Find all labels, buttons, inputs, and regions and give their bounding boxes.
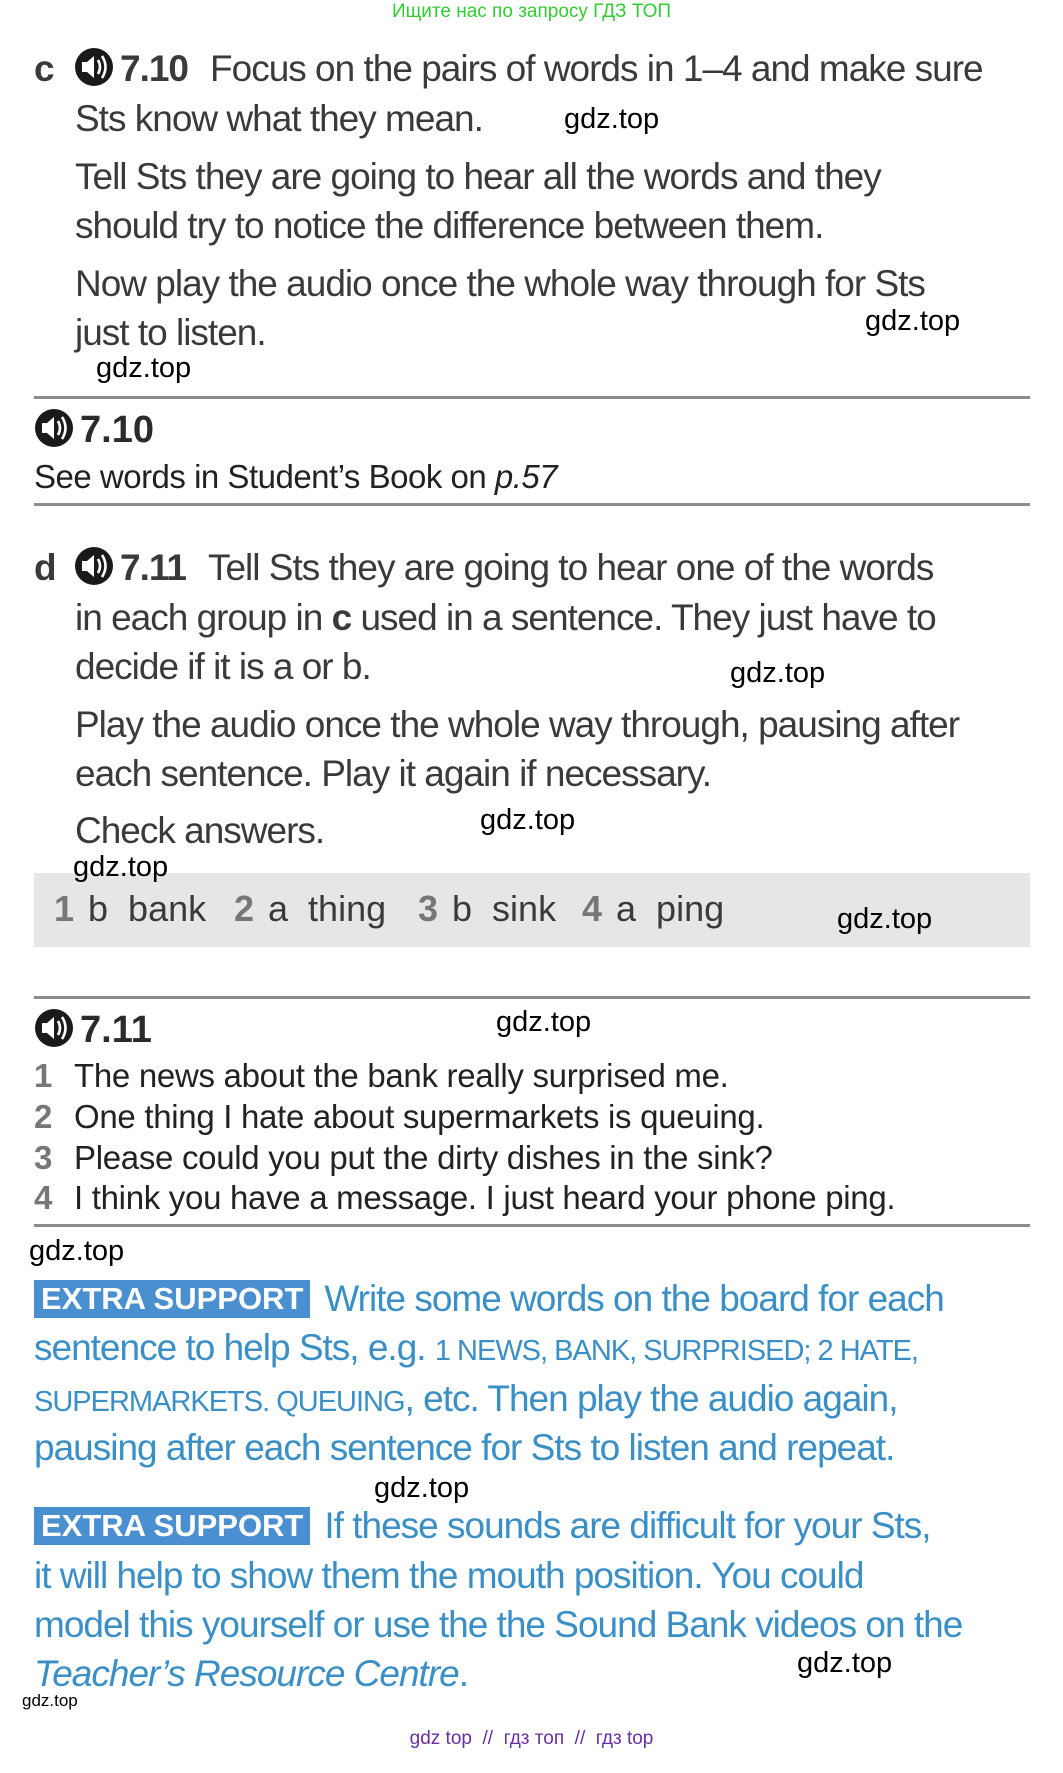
small-caps-text: SUPERMARKETS. QUEUING [34, 1386, 405, 1418]
section-c-line-6: just to listen. [75, 312, 266, 353]
sentence-number: 2 [34, 1098, 53, 1135]
sentence-number: 3 [34, 1139, 53, 1176]
script-sentence [34, 1136, 773, 1180]
answer-number: 1 [54, 888, 75, 929]
answer-text: a thing [268, 888, 387, 929]
sentence-text: The news about the bank really surprised me. [74, 1057, 729, 1094]
answer-text: a ping [616, 888, 725, 929]
extra-support-2-line-1 [34, 1504, 931, 1548]
text: in each group in [75, 597, 332, 638]
text: sentence to help Sts, e.g. [34, 1327, 435, 1368]
audio-7-11-heading [34, 1008, 152, 1052]
watermark: gdz.top [22, 1691, 78, 1710]
section-c-line-3: Tell Sts they are going to hear all the words and they [75, 156, 881, 197]
extra-support-badge: EXTRA SUPPORT [34, 1507, 310, 1545]
extra-support-2-line-3: model this yourself or use the the Sound Bank videos on the [34, 1604, 963, 1645]
sentence-text: Please could you put the dirty dishes in the sink? [74, 1139, 773, 1176]
footer-links[interactable]: gdz top // гдз топ // гдз top [409, 1728, 654, 1749]
audio-speaker-icon[interactable] [34, 1008, 74, 1048]
extra-support-badge: EXTRA SUPPORT [34, 1280, 310, 1318]
section-d-line-6: Check answers. [75, 810, 325, 851]
watermark: gdz.top [496, 1006, 592, 1038]
section-letter: c [34, 48, 54, 89]
extra-support-1-line-2 [34, 1326, 918, 1373]
text: See words in Student’s Book on [34, 458, 495, 495]
audio-speaker-icon[interactable] [74, 47, 114, 87]
watermark: gdz.top [564, 103, 660, 135]
audio-7-10-heading [34, 408, 154, 452]
audio-7-10-text [34, 455, 557, 499]
script-sentence [34, 1095, 764, 1139]
answer-item [234, 887, 386, 931]
answer-text: b sink [452, 888, 557, 929]
text: . [458, 1653, 469, 1694]
section-d-line-5: each sentence. Play it again if necessary. [75, 753, 712, 794]
answer-text: b bank [88, 888, 207, 929]
answer-number: 3 [418, 888, 439, 929]
text: Write some words on the board for each [324, 1278, 944, 1319]
track-number: 7.11 [80, 1009, 152, 1051]
text: , etc. Then play the audio again, [404, 1378, 898, 1419]
small-caps-text: 1 NEWS, BANK, SURPRISED; 2 HATE, [434, 1335, 918, 1367]
section-c-line-5: Now play the audio once the whole way through for Sts [75, 263, 925, 304]
section-letter: d [34, 547, 56, 588]
track-number: 7.10 [120, 48, 189, 89]
bold-ref: c [331, 597, 352, 638]
section-d-line-2 [75, 596, 936, 640]
search-banner[interactable]: Ищите нас по запросу ГДЗ ТОП [391, 1, 672, 22]
watermark: gdz.top [480, 804, 576, 836]
watermark: gdz.top [865, 305, 961, 337]
divider [34, 996, 1030, 999]
script-sentence [34, 1176, 895, 1220]
section-c-line-2: Sts know what they mean. [75, 98, 483, 139]
answer-item [418, 887, 556, 931]
answer-number: 4 [582, 888, 603, 929]
section-d-line-3: decide if it is a or b. [75, 646, 371, 687]
resource-centre-title: Teacher’s Resource Centre [34, 1653, 459, 1694]
text: Focus on the pairs of words in 1–4 and make sure [210, 48, 983, 89]
answer-item [54, 887, 206, 931]
extra-support-2-line-2: it will help to show them the mouth position. You could [34, 1555, 864, 1596]
section-c-line-4: should try to notice the difference between them. [75, 205, 824, 246]
watermark: gdz.top [730, 657, 826, 689]
divider [34, 396, 1030, 399]
track-number: 7.11 [120, 547, 186, 588]
watermark: gdz.top [837, 903, 933, 935]
track-number: 7.10 [80, 409, 154, 451]
answer-number: 2 [234, 888, 255, 929]
watermark: gdz.top [374, 1472, 470, 1504]
script-sentence [34, 1054, 729, 1098]
audio-speaker-icon[interactable] [74, 546, 114, 586]
text: If these sounds are difficult for your Sts, [324, 1505, 931, 1546]
watermark: gdz.top [96, 352, 192, 384]
divider [34, 1224, 1030, 1227]
extra-support-1-line-3 [34, 1377, 897, 1424]
text: used in a sentence. They just have to [351, 597, 936, 638]
sentence-number: 1 [34, 1057, 53, 1094]
extra-support-1-line-4: pausing after each sentence for Sts to listen and repeat. [34, 1427, 895, 1468]
watermark: gdz.top [73, 851, 169, 883]
page-reference: p.57 [494, 458, 558, 495]
answer-item [582, 887, 724, 931]
sentence-text: I think you have a message. I just heard your phone ping. [74, 1179, 896, 1216]
watermark: gdz.top [797, 1647, 893, 1679]
divider [34, 503, 1030, 506]
section-d-line-1 [34, 546, 933, 590]
sentence-text: One thing I hate about supermarkets is queuing. [74, 1098, 765, 1135]
watermark: gdz.top [29, 1235, 125, 1267]
extra-support-2-line-4 [34, 1652, 468, 1696]
text: Tell Sts they are going to hear one of the words [207, 547, 934, 588]
extra-support-1-line-1 [34, 1277, 944, 1321]
section-d-line-4: Play the audio once the whole way through, pausing after [75, 704, 960, 745]
sentence-number: 4 [34, 1179, 53, 1216]
audio-speaker-icon[interactable] [34, 408, 74, 448]
section-c-line-1 [34, 47, 983, 91]
